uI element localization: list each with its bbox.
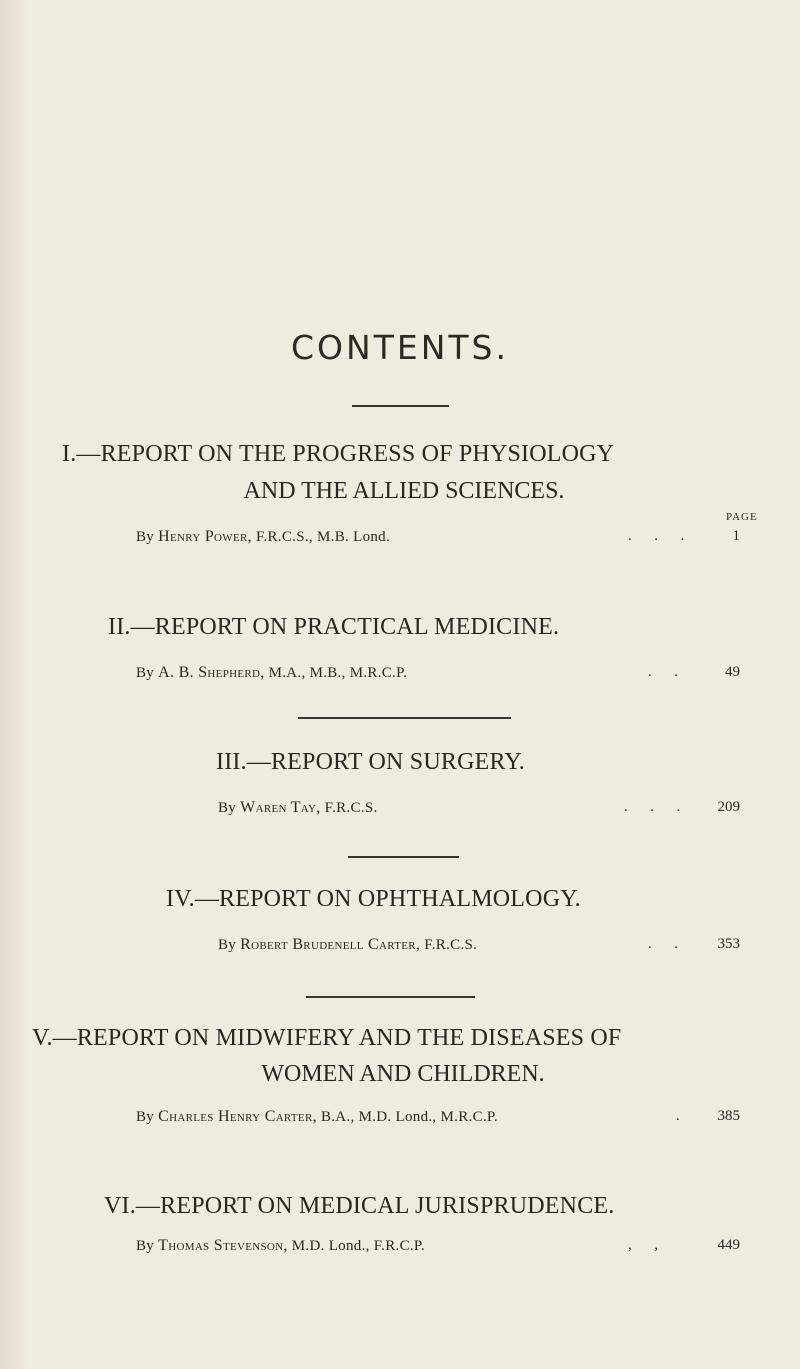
section-2-title: II.—REPORT ON PRACTICAL MEDICINE. [108,614,560,640]
section-2-page-number: 49 [725,664,740,680]
contents-heading: CONTENTS. [291,328,509,367]
section-4-page-number: 353 [717,936,740,952]
section-5-title-line1: V.—REPORT ON MIDWIFERY AND THE DISEASES OF [32,1025,622,1051]
section-2-author: By A. B. Shepherd, M.A., M.B., M.R.C.P. [136,664,408,681]
section-5-author: By Charles Henry Carter, B.A., M.D. Lond., M.R.C.P. [136,1108,498,1125]
section-1-title-line2: AND THE ALLIED SCIENCES. [243,478,565,504]
heading-rule [352,405,449,407]
section-3-page-number: 209 [717,799,740,815]
divider-rule-4 [306,996,475,998]
section-5-page-number: 385 [717,1108,740,1124]
section-4-title: IV.—REPORT ON OPHTHALMOLOGY. [166,886,581,912]
divider-rule-3 [348,856,459,858]
section-3-author: By Waren Tay, F.R.C.S. [218,799,378,816]
section-2-leader: . . [648,664,678,680]
section-5-title-line2: WOMEN AND CHILDREN. [261,1061,545,1087]
section-1-page-number: 1 [732,528,740,544]
section-1-leader: . . . [628,528,685,544]
section-6-page-number: 449 [717,1237,740,1253]
divider-rule-2 [298,717,511,719]
section-1-author: By Henry Power, F.R.C.S., M.B. Lond. [136,528,391,545]
section-6-title: VI.—REPORT ON MEDICAL JURISPRUDENCE. [104,1193,615,1219]
section-1-title-line1: I.—REPORT ON THE PROGRESS OF PHYSIOLOGY [62,441,615,467]
section-6-leader: , , [628,1237,658,1253]
section-5-leader: . [676,1108,680,1124]
section-3-title: III.—REPORT ON SURGERY. [216,749,525,775]
page-column-label: PAGE [726,511,758,523]
section-4-author: By Robert Brudenell Carter, F.R.C.S. [218,936,478,953]
section-3-leader: . . . [624,799,681,815]
page-edge-shadow [0,0,28,1369]
section-4-leader: . . [648,936,678,952]
section-6-author: By Thomas Stevenson, M.D. Lond., F.R.C.P. [136,1237,425,1254]
